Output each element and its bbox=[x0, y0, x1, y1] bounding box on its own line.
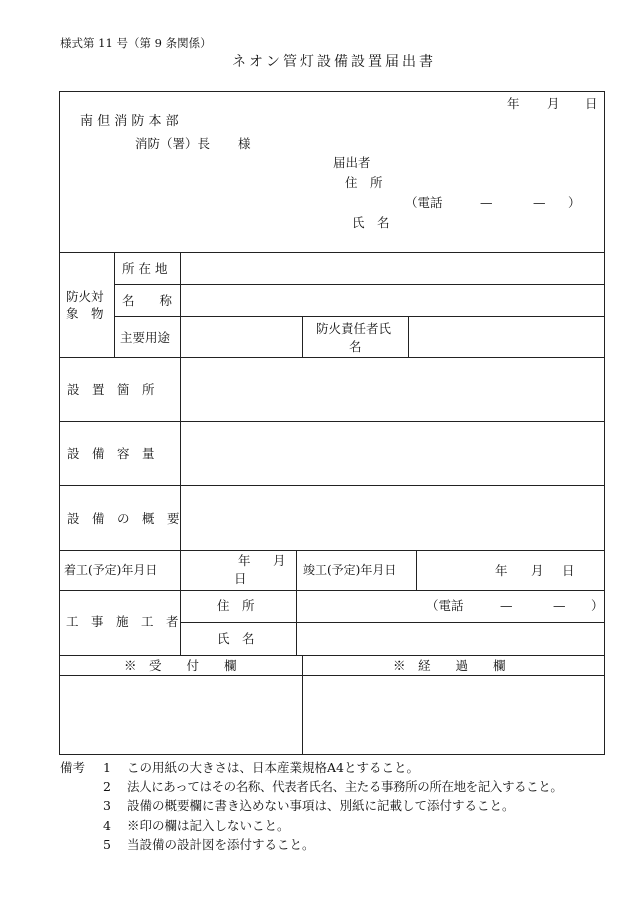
table-col-rule bbox=[408, 316, 409, 357]
fire-manager-label: 防火責任者氏 bbox=[316, 321, 392, 336]
start-date-label: 着工(予定)年月日 bbox=[64, 563, 158, 577]
note-text: 法人にあってはその名称、代表者氏名、主たる事務所の所在地を記入すること。 bbox=[127, 779, 563, 794]
recipient-org: 南 但 消 防 本 部 bbox=[80, 114, 179, 129]
start-day-label: 日 bbox=[234, 571, 247, 586]
table-rule bbox=[59, 550, 605, 551]
end-month-label: 月 bbox=[531, 563, 544, 578]
applicant-label: 届出者 bbox=[333, 155, 371, 170]
date-year-label: 年 bbox=[507, 96, 520, 111]
applicant-phone-dash: — bbox=[533, 195, 546, 210]
table-rule bbox=[59, 590, 605, 591]
table-rule bbox=[114, 316, 605, 317]
table-col-rule bbox=[296, 590, 297, 655]
table-rule bbox=[59, 655, 605, 656]
reception-column-label: ※ 受 付 欄 bbox=[124, 658, 237, 673]
table-rule bbox=[59, 421, 605, 422]
location-label: 所 在 地 bbox=[122, 261, 168, 276]
table-col-rule bbox=[416, 550, 417, 590]
table-col-rule bbox=[180, 590, 181, 655]
contractor-phone-close: ） bbox=[591, 598, 604, 613]
end-date-label: 竣工(予定)年月日 bbox=[303, 563, 397, 577]
main-use-label: 主要用途 bbox=[120, 330, 171, 345]
note-text: 当設備の設計図を添付すること。 bbox=[127, 837, 315, 852]
note-text: 設備の概要欄に書き込めない事項は、別紙に記載して添付すること。 bbox=[127, 798, 515, 813]
form-title: ネオン管灯設備設置届出書 bbox=[232, 54, 436, 70]
install-location-label: 設 置 箇 所 bbox=[67, 382, 155, 397]
table-border-top bbox=[59, 91, 605, 92]
target-object-label: 象 物 bbox=[66, 306, 104, 321]
note-number: 5 bbox=[103, 837, 111, 852]
applicant-name-label: 氏 名 bbox=[352, 215, 390, 230]
contractor-phone-dash: — bbox=[553, 598, 566, 613]
applicant-address-label: 住 所 bbox=[345, 175, 383, 190]
note-number: 1 bbox=[103, 760, 111, 775]
contractor-label: 工 事 施 工 者 bbox=[66, 614, 179, 629]
end-year-label: 年 bbox=[495, 563, 508, 578]
table-col-rule bbox=[180, 357, 181, 550]
table-rule bbox=[59, 252, 605, 253]
note-text: ※印の欄は記入しないこと。 bbox=[127, 818, 290, 833]
contractor-phone-dash: — bbox=[500, 598, 513, 613]
start-year-label: 年 bbox=[238, 553, 251, 568]
table-col-rule bbox=[180, 252, 181, 357]
date-day-label: 日 bbox=[585, 96, 598, 111]
note-number: 2 bbox=[103, 779, 111, 794]
recipient-honorific: 様 bbox=[238, 136, 251, 151]
form-number: 様式第 11 号（第 9 条関係） bbox=[60, 36, 212, 50]
start-month-label: 月 bbox=[273, 553, 286, 568]
target-object-label: 防火対 bbox=[66, 289, 104, 304]
note-number: 4 bbox=[103, 818, 111, 833]
table-col-rule bbox=[180, 550, 181, 590]
note-number: 3 bbox=[103, 798, 111, 813]
table-col-rule bbox=[302, 316, 303, 357]
applicant-phone-open: （電話 bbox=[405, 195, 443, 210]
end-day-label: 日 bbox=[562, 563, 575, 578]
table-rule bbox=[59, 357, 605, 358]
note-text: この用紙の大きさは、日本産業規格A4とすること。 bbox=[127, 760, 419, 775]
notes-heading: 備考 bbox=[60, 760, 86, 775]
table-col-rule bbox=[302, 655, 303, 755]
contractor-address-label: 住 所 bbox=[217, 598, 255, 613]
recipient-title: 消防（署）長 bbox=[135, 136, 211, 151]
object-name-label: 名 称 bbox=[122, 293, 173, 308]
contractor-name-label: 氏 名 bbox=[217, 631, 255, 646]
table-rule bbox=[180, 622, 605, 623]
table-col-rule bbox=[114, 252, 115, 357]
table-rule bbox=[59, 675, 605, 676]
applicant-phone-dash: — bbox=[480, 195, 493, 210]
equipment-overview-label: 設 備 の 概 要 bbox=[67, 511, 180, 526]
fire-manager-label: 名 bbox=[349, 339, 362, 354]
applicant-phone-close: ） bbox=[568, 195, 581, 210]
equipment-capacity-label: 設 備 容 量 bbox=[67, 446, 155, 461]
table-rule bbox=[114, 284, 605, 285]
progress-column-label: ※ 経 過 欄 bbox=[393, 658, 506, 673]
table-rule bbox=[59, 485, 605, 486]
table-border-bottom bbox=[59, 754, 605, 755]
contractor-phone-open: （電話 bbox=[426, 598, 464, 613]
date-month-label: 月 bbox=[547, 96, 560, 111]
table-col-rule bbox=[296, 550, 297, 590]
